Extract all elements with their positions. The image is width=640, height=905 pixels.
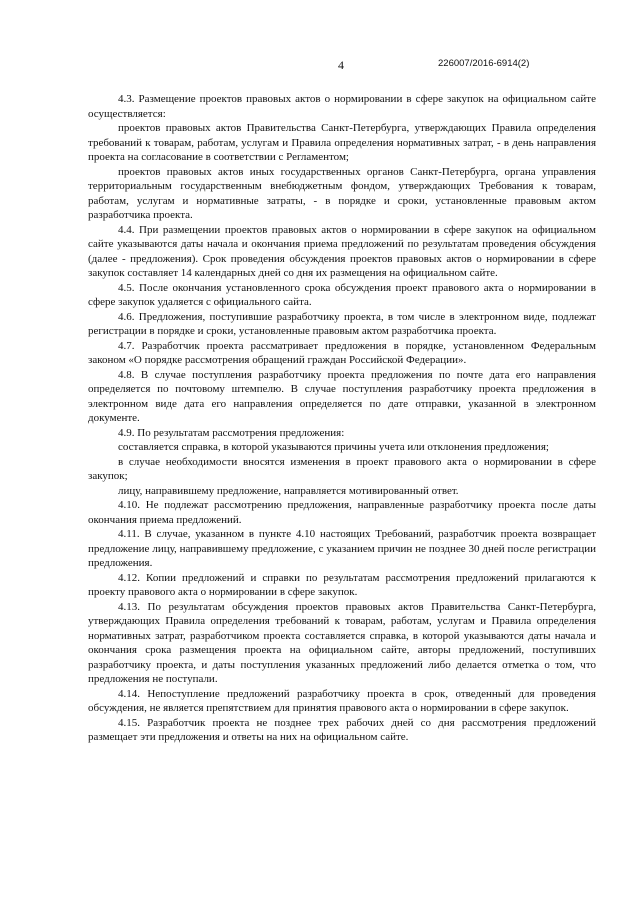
paragraph-4-8: 4.8. В случае поступления разработчику проекта предложения по почте дата его направления определяется по почтовому штемпелю. В случае поступления разработчику проекта предложения в электронном виде дата его направления определяется по дате отправки, указанной в электронном документе. — [88, 368, 596, 424]
paragraph-4-14: 4.14. Непоступление предложений разработчику проекта в срок, отведенный для проведения обсуждения, не является препятствием для принятия правового акта о нормировании в сфере закупок. — [88, 687, 596, 714]
paragraph-4-9-item-1: составляется справка, в которой указываются причины учета или отклонения предложения; — [118, 441, 549, 453]
paragraph-4-3: 4.3. Размещение проектов правовых актов о нормировании в сфере закупок на официальном сайте осуществляется: — [88, 93, 596, 120]
paragraph-4-5: 4.5. После окончания установленного срока обсуждения проект правового акта о нормировании в сфере закупок удаляется с официального сайта. — [88, 281, 596, 308]
paragraph-4-3-item-1: проектов правовых актов Правительства Санкт-Петербурга, утверждающих Правила определения требований к товарам, работам, услугам и Правила определения нормативных затрат, - в день направления проекта на согласование в соответствии с Регламентом; — [88, 122, 596, 163]
paragraph-4-10: 4.10. Не подлежат рассмотрению предложения, направленные разработчику проекта после даты окончания приема предложений. — [88, 499, 596, 526]
paragraph-4-13: 4.13. По результатам обсуждения проектов правовых актов Правительства Санкт-Петербурга, утверждающих Правила определения требований к товарам, работам, услугам и Правила определения нормативных затрат, разработчиком проекта составляется справка, в которой указываются даты начала и окончания срока размещения проекта на официальном сайте, авторы предложений, поступивших разработчику проекта, и даты поступления указанных предложений либо делается отметка о том, что предложения не поступали. — [88, 600, 596, 685]
paragraph-4-9: 4.9. По результатам рассмотрения предложения: — [118, 426, 345, 439]
paragraph-4-9-item-2: в случае необходимости вносятся изменения в проект правового акта о нормировании в сфере закупок; — [88, 455, 596, 482]
page-number: 4 — [338, 58, 344, 72]
paragraph-4-4: 4.4. При размещении проектов правовых актов о нормировании в сфере закупок на официальном сайте указываются даты начала и окончания приема предложений по результатам проведения обсуждения (далее - предложения). Срок проведения обсуждения проектов правовых актов о нормировании в сфере закупок составляет 14 календарных дней со дня их размещения на официальном сайте. — [88, 223, 596, 279]
paragraph-4-3-item-2: проектов правовых актов иных государственных органов Санкт-Петербурга, органа управления территориальным государственным внебюджетным фондом, утверждающих Требования к товарам, работам, услугам и нормативные затраты, - в порядке и сроки, установленные правовым актом разработчика проекта. — [88, 165, 596, 221]
paragraph-4-6: 4.6. Предложения, поступившие разработчику проекта, в том числе в электронном виде, подлежат регистрации в порядке и сроки, установленные правовым актом разработчика проекта. — [88, 310, 596, 337]
paragraph-4-7: 4.7. Разработчик проекта рассматривает предложения в порядке, установленном Федеральным законом «О порядке рассмотрения обращений граждан Российской Федерации». — [88, 339, 596, 366]
paragraph-4-15: 4.15. Разработчик проекта не позднее трех рабочих дней со дня рассмотрения предложений размещает эти предложения и ответы на них на официальном сайте. — [88, 716, 596, 743]
paragraph-4-9-item-3: лицу, направившему предложение, направляется мотивированный ответ. — [118, 484, 459, 497]
document-id: 226007/2016-6914(2) — [438, 58, 530, 69]
paragraph-4-12: 4.12. Копии предложений и справки по результатам рассмотрения предложений прилагаются к проекту правового акта о нормировании в сфере закупок. — [88, 571, 596, 598]
paragraph-4-11: 4.11. В случае, указанном в пункте 4.10 настоящих Требований, разработчик проекта возвращает предложение лицу, направившему предложение, с указанием причин не позднее 30 дней после регистрации предложения. — [88, 528, 596, 569]
document-body — [88, 92, 596, 745]
